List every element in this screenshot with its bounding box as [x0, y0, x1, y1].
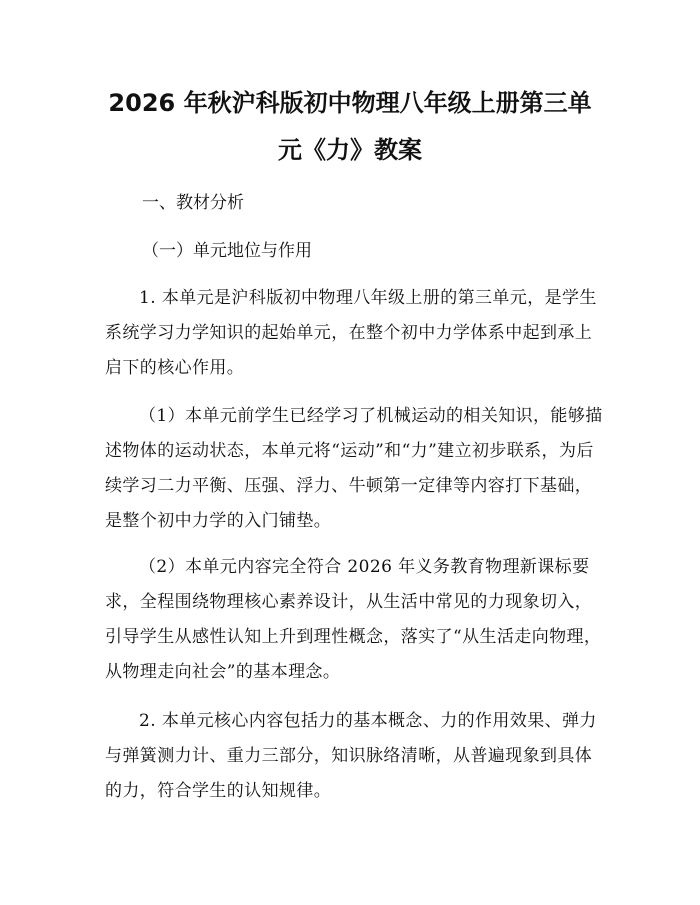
paragraph-3: （2）本单元内容完全符合 2026 年义务教育物理新课标要求，全程围绕物理核心素养设计，从生活中常见的力现象切入，引导学生从感性认知上升到理性概念，落实了“从生活走向物理，从物理走向社会”的基本理念。	[105, 557, 602, 682]
subsection-heading: （一）单元地位与作用	[142, 241, 312, 261]
section-heading: 一、教材分析	[142, 193, 244, 213]
paragraph-2: （1）本单元前学生已经学习了机械运动的相关知识，能够描述物体的运动状态，本单元将“运动”和“力”建立初步联系，为后续学习二力平衡、压强、浮力、牛顿第一定律等内容打下基础，是整个初中力学的入门铺垫。	[105, 406, 603, 531]
paragraph-4: 2. 本单元核心内容包括力的基本概念、力的作用效果、弹力与弹簧测力计、重力三部分，知识脉络清晰，从普遍现象到具体的力，符合学生的认知规律。	[105, 711, 597, 801]
paragraph-1: 1. 本单元是沪科版初中物理八年级上册的第三单元，是学生系统学习力学知识的起始单元，在整个初中力学体系中起到承上启下的核心作用。	[105, 288, 597, 378]
document-title-line-1: 2026 年秋沪科版初中物理八年级上册第三单	[108, 89, 592, 117]
document-title-line-2: 元《力》教案	[278, 136, 422, 164]
